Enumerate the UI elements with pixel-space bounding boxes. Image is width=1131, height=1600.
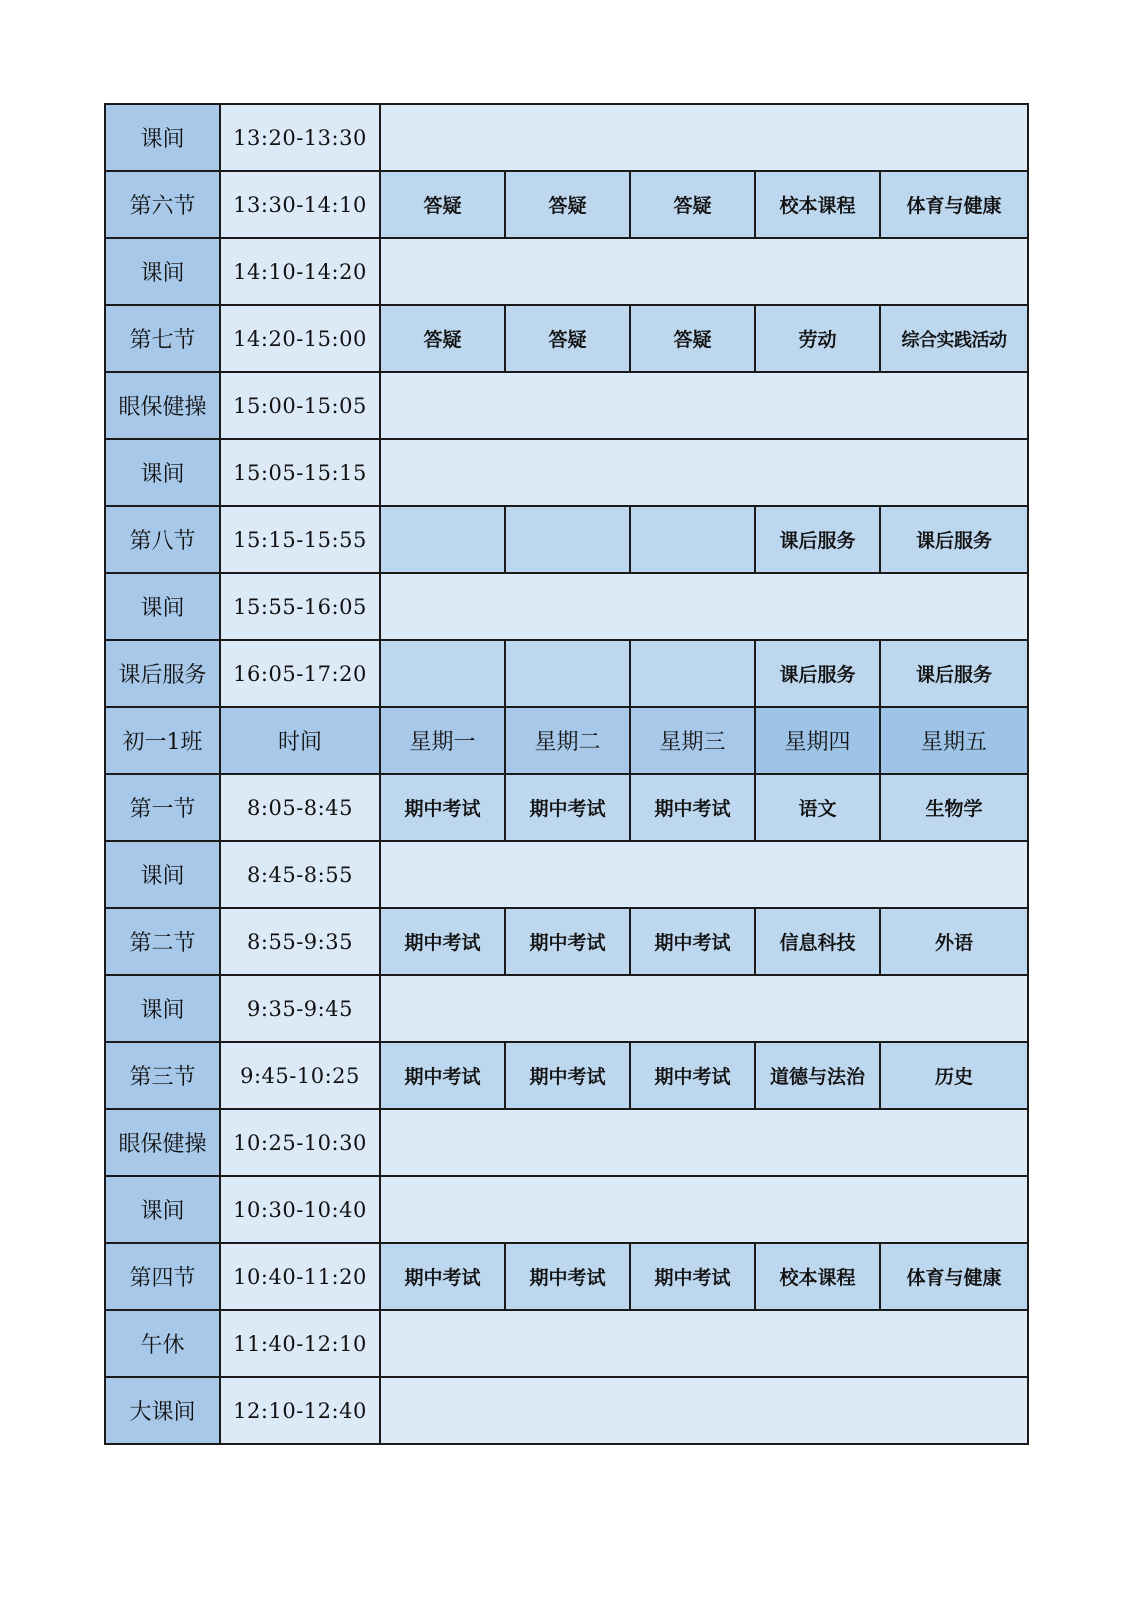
course-cell: 综合实践活动	[880, 305, 1028, 372]
course-cell: 体育与健康	[880, 171, 1028, 238]
course-cell: 期中考试	[630, 774, 755, 841]
course-cell	[505, 640, 630, 707]
period-time: 11:40-12:10	[220, 1310, 380, 1377]
period-label: 课后服务	[105, 640, 220, 707]
schedule-row	[105, 908, 1028, 975]
schedule-row	[105, 238, 1028, 305]
course-cell	[505, 506, 630, 573]
period-label: 第三节	[105, 1042, 220, 1109]
schedule-row	[105, 171, 1028, 238]
header-row	[105, 707, 1028, 774]
schedule-row	[105, 1310, 1028, 1377]
break-span-cell	[380, 1310, 1028, 1377]
period-time: 8:45-8:55	[220, 841, 380, 908]
schedule-row	[105, 1042, 1028, 1109]
period-time: 8:55-9:35	[220, 908, 380, 975]
period-label: 眼保健操	[105, 1109, 220, 1176]
course-cell: 道德与法治	[755, 1042, 880, 1109]
course-cell: 历史	[880, 1042, 1028, 1109]
break-span-cell	[380, 573, 1028, 640]
schedule-row	[105, 1109, 1028, 1176]
break-span-cell	[380, 439, 1028, 506]
break-span-cell	[380, 975, 1028, 1042]
course-cell: 信息科技	[755, 908, 880, 975]
period-time: 10:40-11:20	[220, 1243, 380, 1310]
schedule-row	[105, 439, 1028, 506]
period-time: 15:15-15:55	[220, 506, 380, 573]
period-time: 15:05-15:15	[220, 439, 380, 506]
period-label: 第二节	[105, 908, 220, 975]
course-cell: 生物学	[880, 774, 1028, 841]
course-cell: 期中考试	[505, 774, 630, 841]
course-cell: 答疑	[630, 171, 755, 238]
schedule-row	[105, 1243, 1028, 1310]
course-cell	[380, 506, 505, 573]
course-cell: 课后服务	[880, 640, 1028, 707]
time-column-header: 时间	[220, 707, 380, 774]
break-span-cell	[380, 1109, 1028, 1176]
course-cell: 期中考试	[505, 1243, 630, 1310]
schedule-row	[105, 305, 1028, 372]
schedule-row	[105, 1176, 1028, 1243]
schedule-row	[105, 372, 1028, 439]
period-label: 第六节	[105, 171, 220, 238]
break-span-cell	[380, 1377, 1028, 1444]
weekday-header: 星期五	[880, 707, 1028, 774]
course-cell: 期中考试	[380, 908, 505, 975]
period-label: 课间	[105, 1176, 220, 1243]
period-time: 13:30-14:10	[220, 171, 380, 238]
break-span-cell	[380, 372, 1028, 439]
period-time: 10:30-10:40	[220, 1176, 380, 1243]
period-time: 9:35-9:45	[220, 975, 380, 1042]
course-cell: 期中考试	[505, 908, 630, 975]
break-span-cell	[380, 1176, 1028, 1243]
course-cell: 期中考试	[380, 1042, 505, 1109]
period-label: 课间	[105, 573, 220, 640]
period-label: 课间	[105, 104, 220, 171]
period-time: 8:05-8:45	[220, 774, 380, 841]
schedule-row	[105, 573, 1028, 640]
period-time: 15:00-15:05	[220, 372, 380, 439]
schedule-row	[105, 1377, 1028, 1444]
weekday-header: 星期三	[630, 707, 755, 774]
course-cell: 体育与健康	[880, 1243, 1028, 1310]
course-cell: 答疑	[630, 305, 755, 372]
course-cell: 校本课程	[755, 1243, 880, 1310]
period-label: 课间	[105, 975, 220, 1042]
period-label: 第八节	[105, 506, 220, 573]
course-cell: 期中考试	[380, 774, 505, 841]
course-cell	[630, 640, 755, 707]
course-cell: 外语	[880, 908, 1028, 975]
course-cell: 答疑	[380, 171, 505, 238]
period-label: 第七节	[105, 305, 220, 372]
course-cell: 答疑	[505, 171, 630, 238]
schedule-row	[105, 640, 1028, 707]
course-cell: 校本课程	[755, 171, 880, 238]
period-label: 课间	[105, 439, 220, 506]
schedule-row	[105, 774, 1028, 841]
period-time: 14:10-14:20	[220, 238, 380, 305]
break-span-cell	[380, 841, 1028, 908]
period-label: 眼保健操	[105, 372, 220, 439]
period-label: 午休	[105, 1310, 220, 1377]
period-time: 9:45-10:25	[220, 1042, 380, 1109]
course-cell: 课后服务	[755, 506, 880, 573]
schedule-row	[105, 506, 1028, 573]
period-time: 14:20-15:00	[220, 305, 380, 372]
schedule-row	[105, 841, 1028, 908]
course-cell	[380, 640, 505, 707]
course-cell: 课后服务	[880, 506, 1028, 573]
course-cell: 期中考试	[505, 1042, 630, 1109]
weekday-header: 星期一	[380, 707, 505, 774]
course-cell: 期中考试	[630, 908, 755, 975]
course-cell: 期中考试	[630, 1042, 755, 1109]
course-cell: 语文	[755, 774, 880, 841]
weekday-header: 星期四	[755, 707, 880, 774]
period-label: 第一节	[105, 774, 220, 841]
course-cell: 期中考试	[630, 1243, 755, 1310]
course-cell: 劳动	[755, 305, 880, 372]
period-label: 大课间	[105, 1377, 220, 1444]
course-cell: 答疑	[380, 305, 505, 372]
course-cell: 答疑	[505, 305, 630, 372]
break-span-cell	[380, 104, 1028, 171]
course-cell: 期中考试	[380, 1243, 505, 1310]
period-time: 16:05-17:20	[220, 640, 380, 707]
period-label: 课间	[105, 841, 220, 908]
break-span-cell	[380, 238, 1028, 305]
course-cell: 课后服务	[755, 640, 880, 707]
period-label: 课间	[105, 238, 220, 305]
period-time: 15:55-16:05	[220, 573, 380, 640]
schedule-row	[105, 104, 1028, 171]
period-time: 13:20-13:30	[220, 104, 380, 171]
period-label: 第四节	[105, 1243, 220, 1310]
schedule-row	[105, 975, 1028, 1042]
weekday-header: 星期二	[505, 707, 630, 774]
class-schedule-table	[104, 103, 1029, 1445]
period-time: 10:25-10:30	[220, 1109, 380, 1176]
period-time: 12:10-12:40	[220, 1377, 380, 1444]
class-name-header: 初一1班	[105, 707, 220, 774]
course-cell	[630, 506, 755, 573]
